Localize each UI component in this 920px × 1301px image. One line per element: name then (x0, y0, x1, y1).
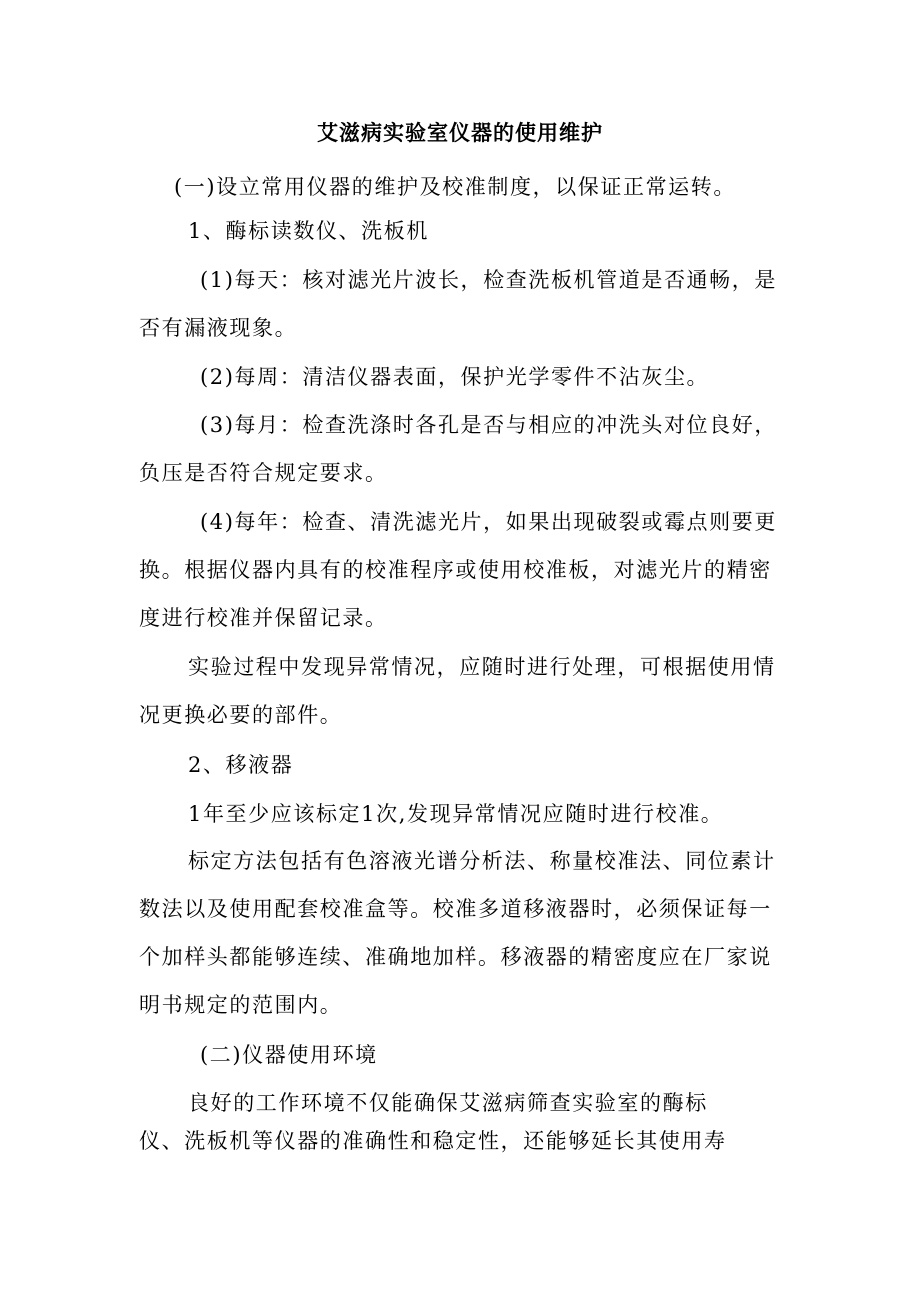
paragraph-line: (2)每周：清洁仪器表面，保护光学零件不沾灰尘。 (200, 365, 710, 389)
paragraph-line: 度进行校准并保留记录。 (139, 606, 388, 630)
document-title: 艾滋病实验室仪器的使用维护 (317, 121, 603, 145)
paragraph-line: 实验过程中发现异常情况，应随时进行处理，可根据使用情 (188, 655, 776, 679)
paragraph-line: (4)每年：检查、清洗滤光片，如果出现破裂或霉点则要更 (200, 510, 777, 534)
section-one-heading: (一)设立常用仪器的维护及校准制度，以保证正常运转。 (174, 175, 736, 199)
subsection-heading-pipette: 2、移液器 (188, 753, 294, 777)
paragraph-line: 标定方法包括有色溶液光谱分析法、称量校准法、同位素计 (188, 849, 776, 873)
subsection-heading-elisa: 1、酶标读数仪、洗板机 (188, 219, 429, 243)
paragraph-line: 个加样头都能够连续、准确地加样。移液器的精密度应在厂家说 (139, 945, 772, 969)
paragraph-line: 良好的工作环境不仅能确保艾滋病筛查实验室的酶标 (188, 1091, 708, 1115)
paragraph-line: 数法以及使用配套校准盒等。校准多道移液器时，必须保证每一 (139, 897, 772, 921)
paragraph-line: 仪、洗板机等仪器的准确性和稳定性，还能够延长其使用寿 (139, 1129, 727, 1153)
paragraph-line: 1年至少应该标定1次,发现异常情况应随时进行校准。 (188, 802, 724, 826)
section-two-heading: (二)仪器使用环境 (200, 1043, 378, 1067)
paragraph-line: 况更换必要的部件。 (139, 703, 343, 727)
paragraph-line: 负压是否符合规定要求。 (139, 461, 388, 485)
paragraph-line: 否有漏液现象。 (139, 316, 298, 340)
paragraph-line: 换。根据仪器内具有的校准程序或使用校准板，对滤光片的精密 (139, 558, 772, 582)
paragraph-line: (1)每天：核对滤光片波长，检查洗板机管道是否通畅，是 (200, 268, 777, 292)
paragraph-line: 明书规定的范围内。 (139, 993, 343, 1017)
paragraph-line: (3)每月：检查洗涤时各孔是否与相应的冲洗头对位良好， (200, 413, 777, 437)
